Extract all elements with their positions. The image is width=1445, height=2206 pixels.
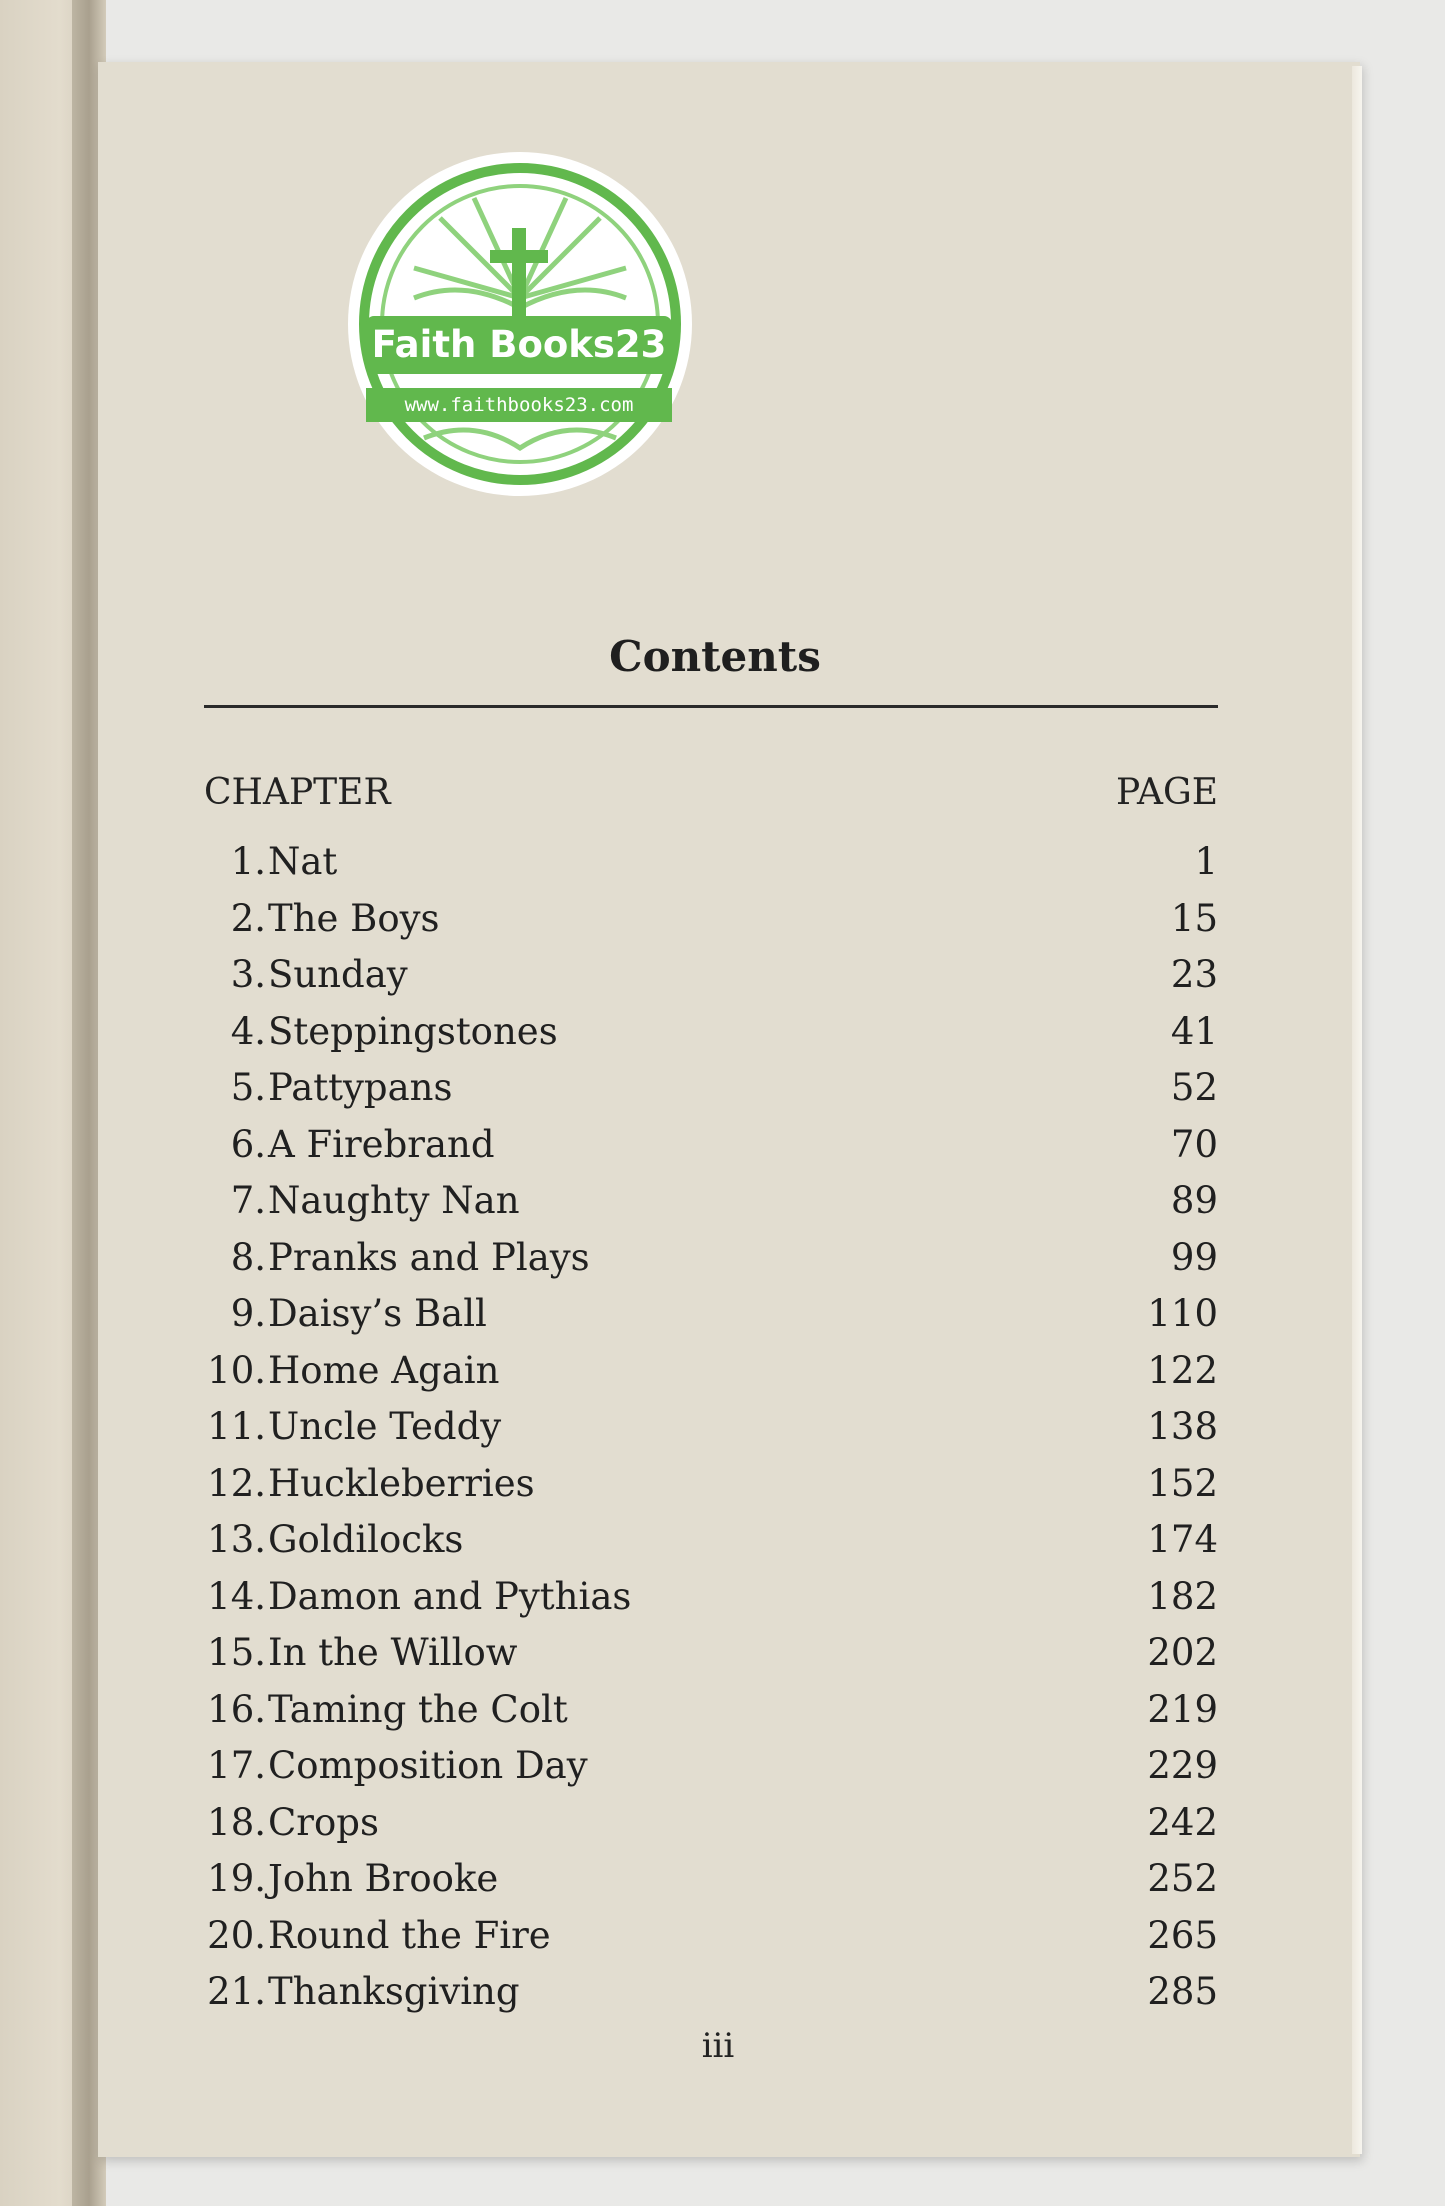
- chapter-page: 202: [1147, 1631, 1218, 1674]
- chapter-number: 18.: [207, 1800, 266, 1844]
- chapter-title: Huckleberries: [268, 1461, 535, 1505]
- toc-row: [0, 1801, 1445, 1851]
- chapter-title: Round the Fire: [268, 1913, 551, 1957]
- chapter-number: 5.: [230, 1066, 266, 1109]
- chapter-page: 99: [1170, 1235, 1218, 1279]
- chapter-page: 174: [1147, 1518, 1218, 1561]
- toc-row: [0, 1857, 1445, 1907]
- toc-row: [0, 1575, 1445, 1625]
- chapter-number: 16.: [207, 1687, 266, 1731]
- page-column-header: PAGE: [1116, 772, 1218, 813]
- toc-row: [0, 953, 1445, 1003]
- toc-row: [0, 840, 1445, 890]
- toc-row: [0, 1970, 1445, 2020]
- page-folio: iii: [701, 2026, 735, 2066]
- toc-row: [0, 1518, 1445, 1568]
- contents-title: Contents: [609, 632, 821, 681]
- chapter-number: 4.: [230, 1009, 266, 1053]
- logo-name: Faith Books23: [366, 316, 672, 374]
- chapter-title: Uncle Teddy: [268, 1405, 502, 1448]
- chapter-number: 17.: [207, 1744, 266, 1787]
- chapter-number: 8.: [230, 1235, 266, 1279]
- chapter-number: 13.: [207, 1518, 266, 1561]
- chapter-title: John Brooke: [268, 1857, 499, 1900]
- chapter-page: 70: [1170, 1122, 1218, 1166]
- chapter-column-header: CHAPTER: [204, 772, 391, 813]
- toc-row: [0, 1688, 1445, 1738]
- toc-row: [0, 1292, 1445, 1342]
- chapter-page: 110: [1147, 1292, 1218, 1335]
- toc-row: [0, 1631, 1445, 1681]
- chapter-number: 9.: [230, 1292, 266, 1335]
- chapter-title: Steppingstones: [268, 1009, 558, 1053]
- chapter-page: 182: [1147, 1574, 1218, 1618]
- chapter-title: Thanksgiving: [268, 1970, 520, 2013]
- chapter-title: Crops: [268, 1800, 379, 1844]
- chapter-title: Composition Day: [268, 1744, 588, 1787]
- chapter-title: In the Willow: [268, 1631, 518, 1674]
- toc-row: [0, 1349, 1445, 1399]
- chapter-title: Naughty Nan: [268, 1179, 520, 1222]
- chapter-page: 89: [1170, 1179, 1218, 1222]
- chapter-title: Pranks and Plays: [268, 1235, 590, 1279]
- chapter-number: 12.: [207, 1461, 266, 1505]
- chapter-page: 219: [1147, 1687, 1218, 1731]
- chapter-number: 7.: [230, 1179, 266, 1222]
- chapter-number: 1.: [230, 840, 266, 883]
- chapter-number: 3.: [230, 953, 266, 996]
- chapter-number: 14.: [207, 1574, 266, 1618]
- chapter-page: 285: [1147, 1970, 1218, 2013]
- chapter-number: 11.: [207, 1405, 266, 1448]
- toc-row: [0, 1462, 1445, 1512]
- chapter-title: Home Again: [268, 1348, 500, 1392]
- chapter-page: 15: [1170, 896, 1218, 940]
- chapter-title: Daisy’s Ball: [268, 1292, 487, 1335]
- chapter-page: 242: [1147, 1800, 1218, 1844]
- chapter-page: 152: [1147, 1461, 1218, 1505]
- chapter-page: 265: [1147, 1913, 1218, 1957]
- chapter-title: Goldilocks: [268, 1518, 464, 1561]
- toc-row: [0, 1066, 1445, 1116]
- chapter-page: 41: [1170, 1009, 1218, 1053]
- toc-row: [0, 1010, 1445, 1060]
- toc-row: [0, 1744, 1445, 1794]
- chapter-page: 122: [1147, 1348, 1218, 1392]
- chapter-number: 20.: [207, 1913, 266, 1957]
- chapter-number: 10.: [207, 1348, 266, 1392]
- title-rule: [204, 705, 1218, 708]
- toc-row: [0, 1236, 1445, 1286]
- chapter-title: The Boys: [268, 896, 440, 940]
- chapter-title: Sunday: [268, 953, 408, 996]
- chapter-number: 21.: [207, 1970, 266, 2013]
- chapter-page: 52: [1170, 1066, 1218, 1109]
- chapter-page: 1: [1194, 840, 1218, 883]
- chapter-title: Nat: [268, 840, 338, 883]
- chapter-number: 2.: [230, 896, 266, 940]
- chapter-number: 19.: [207, 1857, 266, 1900]
- chapter-page: 229: [1147, 1744, 1218, 1787]
- chapter-title: Damon and Pythias: [268, 1574, 632, 1618]
- toc-row: [0, 897, 1445, 947]
- chapter-number: 6.: [230, 1122, 266, 1166]
- chapter-title: Taming the Colt: [268, 1687, 568, 1731]
- chapter-page: 252: [1147, 1857, 1218, 1900]
- chapter-title: A Firebrand: [268, 1122, 495, 1166]
- toc-row: [0, 1914, 1445, 1964]
- logo-url: www.faithbooks23.com: [366, 388, 672, 422]
- chapter-title: Pattypans: [268, 1066, 453, 1109]
- toc-row: [0, 1405, 1445, 1455]
- chapter-number: 15.: [207, 1631, 266, 1674]
- toc-row: [0, 1123, 1445, 1173]
- chapter-page: 138: [1147, 1405, 1218, 1448]
- toc-row: [0, 1179, 1445, 1229]
- chapter-page: 23: [1170, 953, 1218, 996]
